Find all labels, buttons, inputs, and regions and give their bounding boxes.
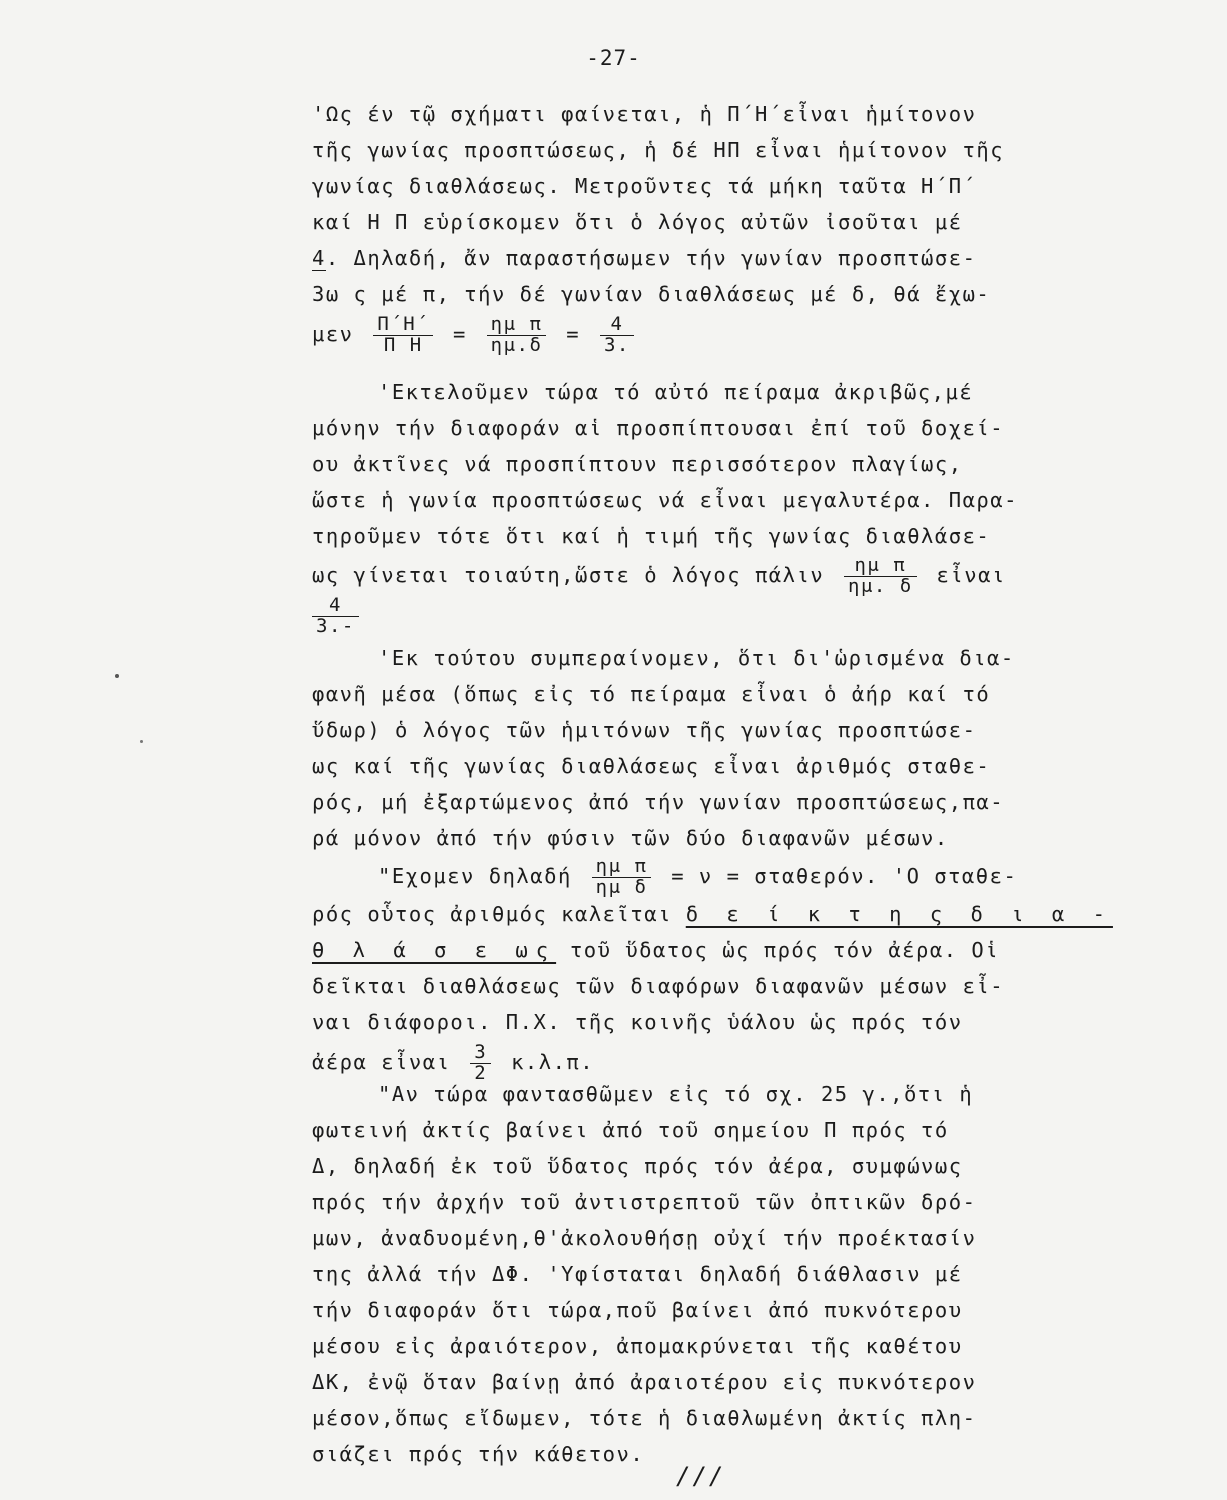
equation-line: [312, 312, 992, 356]
text-line: ὥστε ἡ γωνία προσπτώσεως νά εἶναι μεγαλυτέρα. Παρα-: [312, 488, 1018, 512]
text-line: [312, 932, 1000, 968]
text-segment: κ.λ.π.: [511, 1050, 595, 1074]
text-segment: μεν: [312, 322, 354, 346]
text-segment: ρός οὗτος ἀριθμός καλεῖται: [312, 902, 672, 926]
text-segment: "Εχομεν δηλαδή: [378, 864, 572, 888]
fraction-numerator: 4: [600, 315, 634, 336]
text-segment: ω ς μέ π, τήν δέ γωνίαν διαθλάσεως μέ δ, θά ἔχω-: [325, 282, 991, 306]
equals-sign: =: [452, 322, 467, 346]
fraction-numerator: 4: [312, 246, 326, 270]
paragraph-2: [312, 374, 1018, 644]
text-line: μέσου εἰς ἀραιότερον, ἀπομακρύνεται τῆς καθέτου: [312, 1334, 963, 1358]
term-spaced: δ ε ί κ τ η ς δ ι α -: [685, 902, 1113, 926]
fraction-numerator: Π΄Η΄: [373, 315, 433, 336]
text-segment: . Δηλαδή, ἄν παραστήσωμεν τήν γωνίαν προσπτώσε-: [325, 246, 977, 270]
text-line: πρός τήν ἀρχήν τοῦ ἀντιστρεπτοῦ τῶν ὀπτικῶν δρό-: [312, 1190, 977, 1214]
text-line: τῆς γωνίας προσπτώσεως, ἡ δέ ΗΠ εἶναι ἡμίτονον τῆς: [312, 138, 1005, 162]
paragraph-1: [312, 96, 1005, 356]
fraction-denominator: ημ.δ: [490, 333, 543, 356]
text-line: τηροῦμεν τότε ὅτι καί ἡ τιμή τῆς γωνίας διαθλάσε-: [312, 524, 991, 548]
fraction-denominator: 3: [312, 282, 326, 306]
fraction-numerator: ημ π: [487, 315, 547, 336]
margin-speck: [115, 674, 119, 678]
fraction-denominator: ημ δ: [595, 875, 648, 898]
text-line: ὕδωρ) ὁ λόγος τῶν ἡμιτόνων τῆς γωνίας προσπτώσε-: [312, 718, 977, 742]
text-line: σιάζει πρός τήν κάθετον.: [312, 1442, 645, 1466]
text-line: [312, 240, 992, 276]
text-line: [312, 854, 1018, 898]
text-line: φωτεινή ἀκτίς βαίνει ἀπό τοῦ σημείου Π πρός τό: [312, 1118, 949, 1142]
fraction-line: [312, 596, 992, 644]
text-line: γωνίας διαθλάσεως. Μετροῦντες τά μήκη ταῦτα Η΄Π΄: [312, 174, 977, 198]
text-line: ρά μόνον ἀπό τήν φύσιν τῶν δύο διαφανῶν μέσων.: [312, 826, 949, 850]
continuation-mark: ///: [676, 1462, 726, 1490]
paragraph-4: [312, 854, 1113, 1084]
text-line: [312, 276, 992, 312]
text-line: μόνην τήν διαφοράν αἱ προσπίπτουσαι ἐπί τοῦ δοχεί-: [312, 416, 1005, 440]
text-line: ου ἀκτῖνες νά προσπίπτουν περισσότερον πλαγίως,: [312, 452, 963, 476]
text-line: ΔΚ, ἐνῷ ὅταν βαίνῃ ἀπό ἀραιοτέρου εἰς πυκνότερον: [312, 1370, 977, 1394]
margin-speck: [140, 740, 143, 743]
text-line: "Αν τώρα φαντασθῶμεν εἰς τό σχ. 25 γ.,ὅτι ἡ: [378, 1082, 974, 1106]
paragraph-5: [312, 1076, 992, 1472]
text-line: [312, 896, 1113, 932]
text-segment: τοῦ ὕδατος ὡς πρός τόν ἀέρα. Οἱ: [569, 938, 1000, 962]
fraction-denominator: 2: [474, 1061, 488, 1084]
text-line: 'Εκ τούτου συμπεραίνομεν, ὅτι δι'ὡρισμένα δια-: [378, 646, 1015, 670]
fraction-sines: [844, 553, 917, 597]
page-number: -27-: [586, 46, 641, 70]
text-line: φανῆ μέσα (ὅπως εἰς τό πείραμα εἶναι ὁ ἀήρ καί τό: [312, 682, 991, 706]
text-line: Δ, δηλαδή ἐκ τοῦ ὕδατος πρός τόν ἀέρα, συμφώνως: [312, 1154, 963, 1178]
term-spaced: θ λ ά σ ε ως: [312, 938, 557, 962]
fraction-ratio: [600, 312, 634, 356]
fraction-sines: [487, 312, 547, 356]
text-line: καί Η Π εὑρίσκομεν ὅτι ὁ λόγος αὐτῶν ἰσοῦται μέ: [312, 210, 963, 234]
fraction-sides: [373, 312, 433, 356]
text-segment: ἀέρα εἶναι: [312, 1050, 451, 1074]
text-segment: ως γίνεται τοιαύτη,ὥστε ὁ λόγος πάλιν: [312, 563, 825, 587]
fraction-numerator: 3: [470, 1043, 491, 1064]
text-line: 'Εκτελοῦμεν τώρα τό αὐτό πείραμα ἀκριβῶς,μέ: [378, 380, 974, 404]
fraction-numerator: ημ π: [844, 556, 917, 577]
text-segment: εἶναι: [936, 563, 1006, 587]
text-line: της ἀλλά τήν ΔΦ. 'Υφίσταται δηλαδή διάθλασιν μέ: [312, 1262, 963, 1286]
text-line: μων, ἀναδυομένη,θ'ἀκολουθήσῃ οὐχί τήν προέκτασίν: [312, 1226, 977, 1250]
text-line: μέσον,ὅπως εἴδωμεν, τότε ἡ διαθλωμένη ἀκτίς πλη-: [312, 1406, 977, 1430]
fraction-denominator: ημ. δ: [848, 574, 913, 597]
text-segment: = ν = σταθερόν. 'Ο σταθε-: [671, 864, 1018, 888]
text-line: ως καί τῆς γωνίας διαθλάσεως εἶναι ἀριθμός σταθε-: [312, 754, 991, 778]
fraction-denominator: 3.-: [316, 614, 355, 637]
fraction-denominator: 3.: [603, 333, 630, 356]
paragraph-3: [312, 640, 1015, 856]
fraction-sines: [592, 854, 652, 898]
fraction-numerator: 4: [312, 596, 359, 617]
text-line: ρός, μή ἐξαρτώμενος ἀπό τήν γωνίαν προσπτώσεως,πα-: [312, 790, 1005, 814]
text-line: δεῖκται διαθλάσεως τῶν διαφόρων διαφανῶν μέσων εἶ-: [312, 974, 1005, 998]
equals-sign: =: [566, 322, 581, 346]
fraction-numerator: ημ π: [592, 857, 652, 878]
fraction-ratio: [312, 596, 359, 637]
text-line: ναι διάφοροι. Π.Χ. τῆς κοινῆς ὑάλου ὡς πρός τόν: [312, 1010, 963, 1034]
fraction-denominator: Π Η: [383, 333, 423, 356]
text-line: 'Ως έν τῷ σχήματι φαίνεται, ἡ Π΄Η΄εἶναι ἡμίτονον: [312, 102, 977, 126]
text-line: τήν διαφοράν ὅτι τώρα,ποῦ βαίνει ἀπό πυκνότερου: [312, 1298, 963, 1322]
text-line: [312, 553, 1006, 597]
